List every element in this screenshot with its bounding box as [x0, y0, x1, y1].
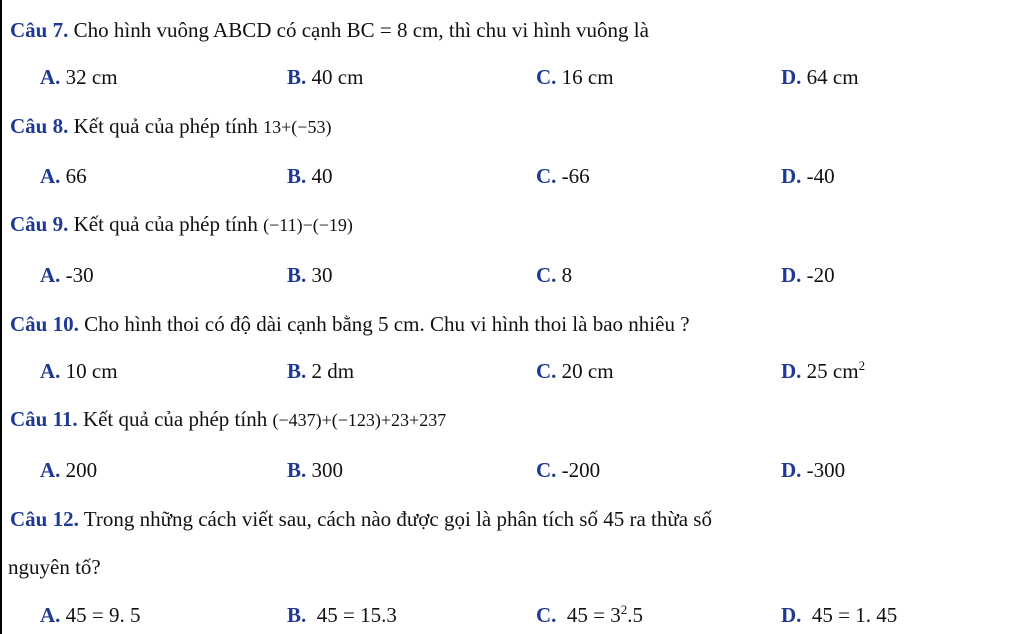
option-text: 30 [311, 263, 333, 287]
option-text: -20 [806, 263, 835, 287]
question-11 [10, 406, 446, 433]
option-b[interactable] [287, 163, 333, 189]
question-number: Câu 9. [10, 212, 69, 236]
question-number: Câu 10. [10, 312, 79, 336]
option-label: B. [287, 458, 307, 482]
option-text: -66 [561, 164, 590, 188]
option-a[interactable] [40, 358, 118, 384]
question-9 [10, 211, 353, 238]
question-12-continuation [8, 554, 101, 580]
option-text: -40 [806, 164, 835, 188]
question-text: Kết quả của phép tính [82, 407, 268, 431]
option-text: 300 [311, 458, 344, 482]
option-a[interactable] [40, 64, 118, 90]
option-c[interactable] [536, 358, 614, 384]
option-c[interactable] [536, 457, 600, 483]
option-text: 8 [561, 263, 573, 287]
option-text: 40 [311, 164, 333, 188]
option-label: D. [781, 458, 802, 482]
math-expression: 13+(−53) [263, 117, 332, 137]
question-text: Cho hình thoi có độ dài cạnh bằng 5 cm. Chu vi hình thoi là bao nhiêu ? [84, 312, 690, 336]
option-text: 32 cm [65, 65, 118, 89]
option-b[interactable] [287, 262, 333, 288]
option-a[interactable] [40, 457, 97, 483]
superscript: 2 [858, 358, 866, 373]
option-d[interactable] [781, 163, 835, 189]
option-text: -30 [65, 263, 94, 287]
option-text: 25 cm [806, 359, 859, 383]
option-d[interactable] [781, 602, 897, 628]
option-label: A. [40, 263, 61, 287]
option-c[interactable] [536, 64, 614, 90]
option-text-suffix: .5 [627, 603, 644, 627]
option-label: D. [781, 603, 802, 627]
left-margin-rule [0, 0, 2, 634]
question-text: Kết quả của phép tính [73, 114, 258, 138]
option-label: A. [40, 359, 61, 383]
option-label: B. [287, 164, 307, 188]
question-number: Câu 7. [10, 18, 69, 42]
option-label: D. [781, 359, 802, 383]
math-expression: (−11)−(−19) [263, 215, 353, 235]
option-b[interactable] [287, 64, 363, 90]
question-number: Câu 11. [10, 407, 78, 431]
option-label: B. [287, 359, 307, 383]
option-c[interactable] [536, 262, 572, 288]
option-label: C. [536, 458, 557, 482]
option-d[interactable] [781, 358, 865, 384]
option-label: A. [40, 603, 61, 627]
option-text: 45 = 9. 5 [65, 603, 141, 627]
option-text: 200 [65, 458, 98, 482]
question-text: Cho hình vuông ABCD có cạnh BC = 8 cm, thì chu vi hình vuông là [73, 18, 649, 42]
question-7 [10, 17, 649, 43]
superscript: 2 [620, 602, 628, 617]
option-label: B. [287, 65, 307, 89]
option-text: 45 = 1. 45 [811, 603, 898, 627]
question-number: Câu 12. [10, 507, 79, 531]
option-label: B. [287, 603, 307, 627]
question-8 [10, 113, 331, 140]
option-text: 64 cm [806, 65, 859, 89]
option-b[interactable] [287, 602, 397, 628]
option-label: D. [781, 263, 802, 287]
option-label: A. [40, 458, 61, 482]
option-label: C. [536, 263, 557, 287]
option-label: D. [781, 164, 802, 188]
math-expression: (−437)+(−123)+23+237 [272, 410, 447, 430]
question-12 [10, 506, 712, 532]
option-text: -300 [806, 458, 846, 482]
option-c[interactable] [536, 602, 643, 628]
option-text: 10 cm [65, 359, 118, 383]
option-label: D. [781, 65, 802, 89]
option-text: 45 = 15.3 [316, 603, 397, 627]
option-text: -200 [561, 458, 601, 482]
option-d[interactable] [781, 64, 859, 90]
option-d[interactable] [781, 262, 835, 288]
option-a[interactable] [40, 262, 94, 288]
question-text-line-2: nguyên tố? [8, 555, 101, 579]
option-c[interactable] [536, 163, 590, 189]
question-10 [10, 311, 690, 337]
option-label: C. [536, 164, 557, 188]
option-b[interactable] [287, 457, 343, 483]
option-a[interactable] [40, 163, 87, 189]
option-text: 45 = 3 [566, 603, 621, 627]
option-label: C. [536, 603, 557, 627]
option-text: 16 cm [561, 65, 614, 89]
question-text: Trong những cách viết sau, cách nào được gọi là phân tích số 45 ra thừa số [83, 507, 712, 531]
option-text: 20 cm [561, 359, 614, 383]
option-b[interactable] [287, 358, 354, 384]
option-text: 2 dm [311, 359, 355, 383]
option-label: C. [536, 65, 557, 89]
option-a[interactable] [40, 602, 141, 628]
option-text: 66 [65, 164, 87, 188]
option-label: A. [40, 164, 61, 188]
option-label: A. [40, 65, 61, 89]
option-label: B. [287, 263, 307, 287]
option-d[interactable] [781, 457, 845, 483]
question-text: Kết quả của phép tính [73, 212, 258, 236]
option-text: 40 cm [311, 65, 364, 89]
option-label: C. [536, 359, 557, 383]
question-number: Câu 8. [10, 114, 69, 138]
